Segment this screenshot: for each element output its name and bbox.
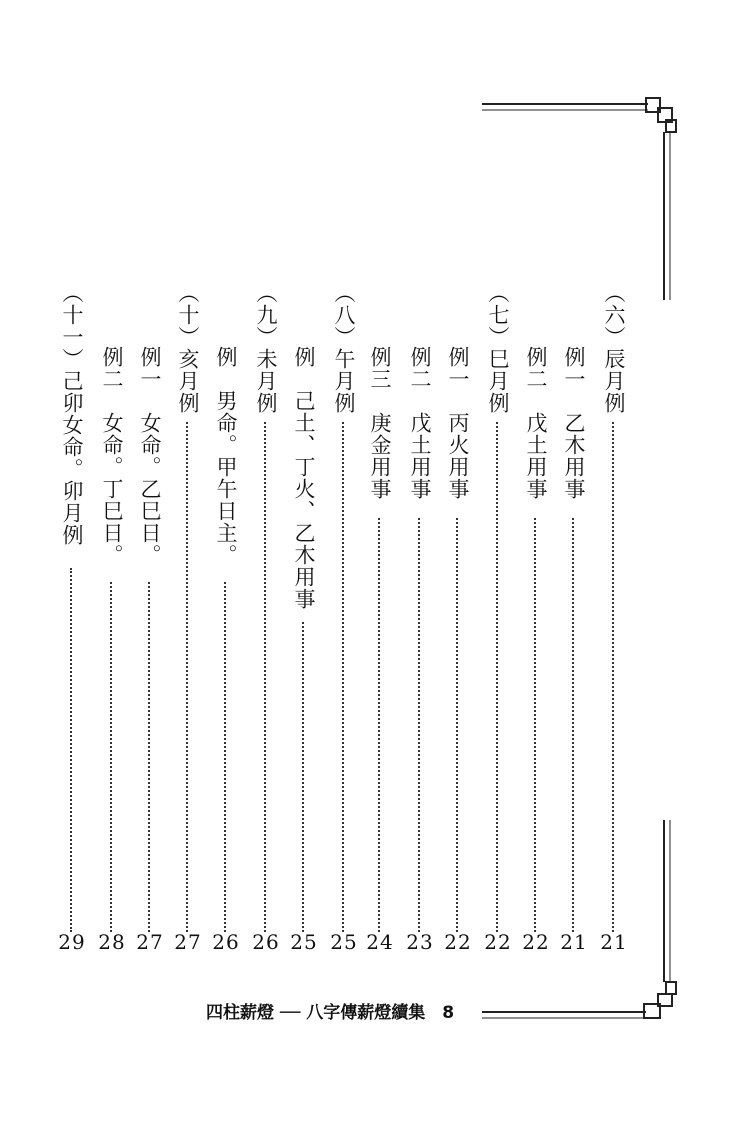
page-number: 28 xyxy=(98,930,126,954)
toc-entry-label: 例二 女命。丁巳日。 xyxy=(100,346,124,566)
page-number: 26 xyxy=(252,930,280,954)
toc-entry[interactable] xyxy=(92,282,132,1002)
toc-entry-label: 例三 庚金用事 xyxy=(368,346,392,500)
toc-entry-label: （十）亥月例 xyxy=(176,282,200,414)
page-number: 21 xyxy=(560,930,588,954)
dot-leader xyxy=(534,518,536,932)
dot-leader xyxy=(148,582,150,932)
toc-entry[interactable] xyxy=(400,282,440,1002)
page-number: 22 xyxy=(522,930,550,954)
dot-leader xyxy=(70,568,72,932)
toc-entry[interactable] xyxy=(284,282,324,1002)
toc-entry-label: 例一 乙木用事 xyxy=(562,346,586,500)
page-number: 24 xyxy=(366,930,394,954)
page-footer: 四柱薪燈 ── 八字傳薪燈續集 8 xyxy=(206,1003,455,1023)
page-number: 29 xyxy=(58,930,86,954)
toc-entry[interactable] xyxy=(438,282,478,1002)
dot-leader xyxy=(302,622,304,932)
toc-entry-label: 例一 女命。乙巳日。 xyxy=(138,346,162,566)
dot-leader xyxy=(418,518,420,932)
toc-entry[interactable] xyxy=(554,282,594,1002)
dot-leader xyxy=(612,422,614,932)
dot-leader xyxy=(572,518,574,932)
toc-entry[interactable] xyxy=(360,282,400,1002)
page-number: 23 xyxy=(406,930,434,954)
page-number: 27 xyxy=(136,930,164,954)
page-number: 22 xyxy=(484,930,512,954)
toc-entry[interactable] xyxy=(516,282,556,1002)
page-number: 25 xyxy=(290,930,318,954)
dot-leader xyxy=(224,582,226,932)
dot-leader xyxy=(110,582,112,932)
toc-entry[interactable] xyxy=(324,282,364,1002)
toc-entry-label: 例一 丙火用事 xyxy=(446,346,470,500)
page-number: 21 xyxy=(600,930,628,954)
toc-entry[interactable] xyxy=(206,282,246,1002)
toc-entry[interactable] xyxy=(168,282,208,1002)
toc-entry-label: 例二 戊土用事 xyxy=(408,346,432,500)
page-number: 22 xyxy=(444,930,472,954)
dot-leader xyxy=(456,518,458,932)
toc-entry-label: （六）辰月例 xyxy=(602,282,626,414)
toc-entry-label: （九）未月例 xyxy=(254,282,278,414)
dot-leader xyxy=(186,422,188,932)
toc-entry-label: （七）巳月例 xyxy=(486,282,510,414)
toc-entry[interactable] xyxy=(594,282,634,1002)
page-number: 26 xyxy=(212,930,240,954)
toc-entry[interactable] xyxy=(130,282,170,1002)
toc-entry-label: 例 男命。甲午日主。 xyxy=(214,346,238,566)
toc-entry-label: （八）午月例 xyxy=(332,282,356,414)
toc-entry-label: 例 己土、丁火、乙木用事 xyxy=(292,346,316,610)
toc-entry[interactable] xyxy=(52,282,92,1002)
dot-leader xyxy=(496,422,498,932)
toc-entry[interactable] xyxy=(478,282,518,1002)
toc-entry-label: 例二 戊土用事 xyxy=(524,346,548,500)
dot-leader xyxy=(342,422,344,932)
dot-leader xyxy=(378,518,380,932)
toc-entry-label: （十一）己卯女命。卯月例 xyxy=(60,282,84,546)
page-number: 25 xyxy=(330,930,358,954)
dot-leader xyxy=(264,422,266,932)
toc-entry[interactable] xyxy=(246,282,286,1002)
page-number: 27 xyxy=(174,930,202,954)
